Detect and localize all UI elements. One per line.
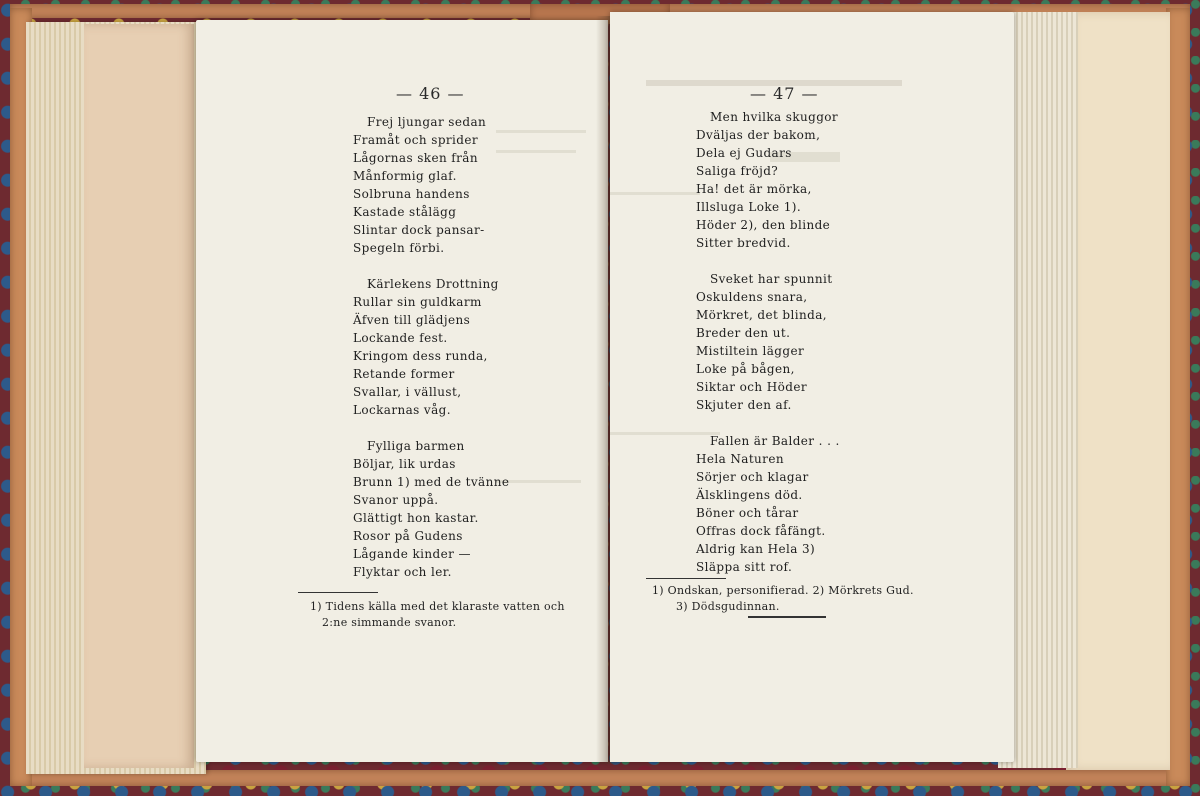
verse-line: Men hvilka skuggor [710, 110, 839, 124]
left-page [196, 20, 608, 762]
verse-line: Sitter bredvid. [696, 236, 791, 250]
verse-line: Breder den ut. [696, 326, 791, 340]
verse-line: Hela Naturen [696, 452, 784, 466]
verse-line: Mistiltein lägger [696, 344, 805, 358]
verse-line: Sveket har spunnit [710, 272, 833, 286]
footnote-line: 1) Ondskan, personifierad. 2) Mörkrets Gud. [652, 584, 914, 597]
show-through-text [496, 130, 586, 133]
verse-line: Glättigt hon kastar. [353, 511, 479, 525]
verse-line: Böner och tårar [696, 506, 799, 520]
verse-line: Månformig glaf. [353, 169, 457, 183]
verse-line: Frej ljungar sedan [367, 115, 487, 129]
footnote-line: 2:ne simmande svanor. [322, 616, 457, 629]
verse-line: Oskuldens snara, [696, 290, 808, 304]
verse-line: Böljar, lik urdas [353, 457, 456, 471]
verse-line: Illsluga Loke 1). [696, 200, 802, 214]
verse-line: Lockarnas våg. [353, 403, 451, 417]
verse-line: Ha! det är mörka, [696, 182, 812, 196]
verse-block [696, 108, 840, 576]
verse-line: Retande former [353, 367, 455, 381]
show-through-text [610, 192, 700, 195]
verse-line: Kastade stålägg [353, 205, 457, 219]
stanza-break [696, 252, 840, 270]
footnote-line: 3) Dödsgudinnan. [676, 600, 780, 613]
verse-line: Saliga fröjd? [696, 164, 779, 178]
verse-line: Fallen är Balder . . . [710, 434, 840, 448]
page-number: — 46 — [396, 84, 465, 103]
verse-line: Rullar sin guldkarm [353, 295, 482, 309]
verse-line: Mörkret, det blinda, [696, 308, 827, 322]
page-number: — 47 — [750, 84, 819, 103]
verse-line: Fylliga barmen [367, 439, 465, 453]
verse-line: Siktar och Höder [696, 380, 807, 394]
stanza-break [696, 414, 840, 432]
verse-line: Dväljas der bakom, [696, 128, 821, 142]
verse-line: Äfven till glädjens [353, 313, 471, 327]
verse-line: Skjuter den af. [696, 398, 792, 412]
verse-line: Solbruna handens [353, 187, 470, 201]
verse-line: Lockande fest. [353, 331, 448, 345]
closing-ornament-rule [748, 616, 826, 618]
verse-line: Aldrig kan Hela 3) [696, 542, 816, 556]
verse-line: Loke på bågen, [696, 362, 795, 376]
verse-line: Älsklingens död. [696, 488, 803, 502]
verse-line: Slintar dock pansar- [353, 223, 485, 237]
verse-line: Höder 2), den blinde [696, 218, 831, 232]
stanza-break [353, 257, 509, 275]
right-page [610, 12, 1014, 762]
verse-line: Svanor uppå. [353, 493, 439, 507]
verse-line: Lågande kinder — [353, 547, 471, 561]
verse-line: Kärlekens Drottning [367, 277, 499, 291]
footnote-rule [646, 578, 726, 579]
verse-line: Offras dock fåfängt. [696, 524, 826, 538]
verse-line: Släppa sitt rof. [696, 560, 793, 574]
right-endpaper [1066, 12, 1170, 770]
footnote-line: 1) Tidens källa med det klaraste vatten och [310, 600, 565, 613]
verse-line: Rosor på Gudens [353, 529, 463, 543]
verse-line: Brunn 1) med de tvänne [353, 475, 510, 489]
verse-block [353, 113, 509, 581]
verse-line: Svallar, i vällust, [353, 385, 462, 399]
verse-line: Sörjer och klagar [696, 470, 809, 484]
verse-line: Lågornas sken från [353, 151, 478, 165]
verse-line: Flyktar och ler. [353, 565, 452, 579]
left-flyleaf [84, 24, 194, 768]
verse-line: Kringom dess runda, [353, 349, 488, 363]
verse-line: Dela ej Gudars [696, 146, 792, 160]
stanza-break [353, 419, 509, 437]
verse-line: Spegeln förbi. [353, 241, 445, 255]
verse-line: Framåt och sprider [353, 133, 479, 147]
footnote-rule [298, 592, 378, 593]
